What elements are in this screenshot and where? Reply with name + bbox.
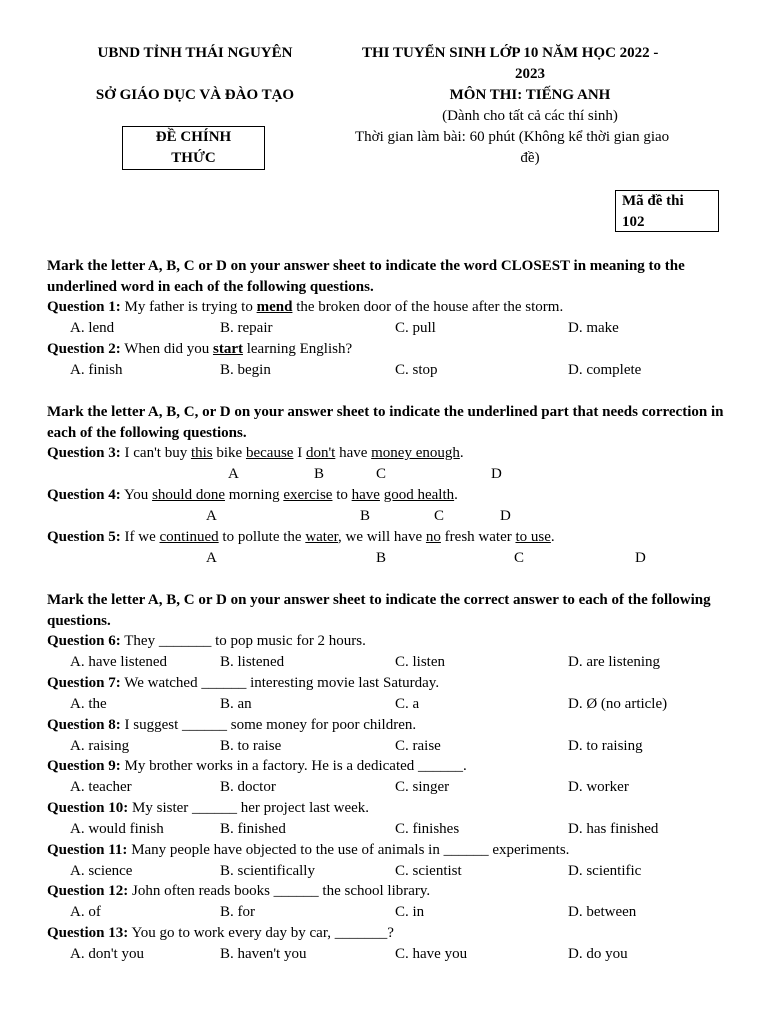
question-7 — [47, 673, 439, 694]
question-4 — [47, 485, 458, 506]
option-b[interactable]: B. begin — [220, 362, 271, 378]
underlined-part-d: money enough — [371, 445, 460, 461]
question-text: , we will have — [338, 529, 423, 545]
question-10 — [47, 798, 369, 819]
option-a[interactable]: A. have listened — [70, 654, 168, 670]
question-label: Question 2: — [47, 341, 121, 357]
official-label-line1: ĐỀ CHÍNH — [155, 129, 232, 145]
question-label: Question 13: — [47, 925, 129, 941]
option-d[interactable]: D. worker — [568, 779, 629, 795]
option-c[interactable]: C. raise — [395, 738, 441, 754]
question-label: Question 3: — [47, 445, 121, 461]
letter-b: B — [376, 550, 387, 566]
question-label: Question 6: — [47, 633, 121, 649]
question-label: Question 12: — [47, 883, 129, 899]
option-a[interactable]: A. lend — [70, 320, 115, 336]
official-label-line2: THỨC — [171, 150, 216, 166]
question-text: We watched ______ interesting movie last Saturday. — [124, 675, 440, 691]
question-8 — [47, 715, 416, 736]
question-text: to — [336, 487, 348, 503]
question-text: Many people have objected to the use of animals in ______ experiments. — [131, 842, 570, 858]
question-text: have — [339, 445, 368, 461]
exam-code-box — [615, 190, 719, 232]
underlined-part-b: because — [245, 445, 294, 461]
question-label: Question 10: — [47, 800, 129, 816]
underlined-part-d: good health — [383, 487, 455, 503]
underlined-part-a: this — [190, 445, 213, 461]
question-text: You — [123, 487, 149, 503]
underlined-part-c: have — [351, 487, 380, 503]
question-text: learning English? — [246, 341, 353, 357]
option-d[interactable]: D. to raising — [568, 738, 643, 754]
question-text: . — [550, 529, 555, 545]
option-c[interactable]: C. pull — [395, 320, 436, 336]
letter-c: C — [514, 550, 525, 566]
question-text: bike — [216, 445, 243, 461]
section-1-instructions: Mark the letter A, B, C or D on your answer sheet to indicate the word CLOSEST in meaning to the underlined word in each of the following questions. — [47, 258, 685, 295]
option-c[interactable]: C. singer — [395, 779, 450, 795]
exam-code-value: 102 — [622, 214, 645, 230]
question-label: Question 11: — [47, 842, 128, 858]
underlined-word: start — [212, 341, 243, 357]
letter-c: C — [376, 466, 387, 482]
question-text: I can't buy — [124, 445, 188, 461]
question-text: If we — [124, 529, 156, 545]
question-3 — [47, 443, 464, 464]
option-b[interactable]: B. for — [220, 904, 255, 920]
option-b[interactable]: B. finished — [220, 821, 286, 837]
underlined-part-a: continued — [159, 529, 219, 545]
option-a[interactable]: A. the — [70, 696, 107, 712]
question-text: My father is trying to — [124, 299, 253, 315]
question-text: fresh water — [444, 529, 512, 545]
option-b[interactable]: B. repair — [220, 320, 273, 336]
exam-title-line2: 2023 — [515, 66, 545, 82]
question-13 — [47, 923, 394, 944]
option-a[interactable]: A. finish — [70, 362, 123, 378]
option-d[interactable]: D. make — [568, 320, 619, 336]
question-label: Question 5: — [47, 529, 121, 545]
question-1 — [47, 297, 563, 318]
option-c[interactable]: C. scientist — [395, 863, 462, 879]
question-12 — [47, 881, 430, 902]
option-a[interactable]: A. teacher — [70, 779, 132, 795]
question-text: morning — [228, 487, 280, 503]
question-text: . — [459, 445, 464, 461]
option-d[interactable]: D. Ø (no article) — [568, 696, 668, 712]
exam-code-label: Mã đề thi — [622, 193, 684, 209]
underlined-word: mend — [256, 299, 293, 315]
underlined-part-b: exercise — [283, 487, 333, 503]
option-c[interactable]: C. stop — [395, 362, 438, 378]
question-2 — [47, 339, 352, 360]
underlined-part-a: should done — [152, 487, 225, 503]
audience-note: (Dành cho tất cả các thí sinh) — [442, 108, 618, 124]
question-6 — [47, 631, 366, 652]
option-c[interactable]: C. in — [395, 904, 425, 920]
letter-a: A — [206, 508, 217, 524]
department-name: SỞ GIÁO DỤC VÀ ĐÀO TẠO — [95, 87, 295, 103]
option-c[interactable]: C. have you — [395, 946, 468, 962]
question-text: My sister ______ her project last week. — [132, 800, 370, 816]
question-5 — [47, 527, 555, 548]
letter-b: B — [314, 466, 325, 482]
underlined-part-c: don't — [305, 445, 336, 461]
question-text: the broken door of the house after the storm. — [296, 299, 564, 315]
option-a[interactable]: A. would finish — [70, 821, 164, 837]
letter-b: B — [360, 508, 371, 524]
question-11 — [47, 840, 569, 861]
option-a[interactable]: A. raising — [70, 738, 130, 754]
section-3-instructions: Mark the letter A, B, C or D on your answer sheet to indicate the correct answer to each of the following questions. — [47, 592, 711, 629]
question-text: My brother works in a factory. He is a dedicated ______. — [124, 758, 467, 774]
question-text: John often reads books ______ the school library. — [132, 883, 431, 899]
question-text: When did you — [124, 341, 210, 357]
subject: MÔN THI: TIẾNG ANH — [449, 87, 611, 103]
question-label: Question 7: — [47, 675, 121, 691]
option-d[interactable]: D. between — [568, 904, 637, 920]
exam-title-line1: THI TUYỂN SINH LỚP 10 NĂM HỌC 2022 - — [362, 45, 659, 61]
letter-c: C — [434, 508, 445, 524]
question-label: Question 9: — [47, 758, 121, 774]
option-b[interactable]: B. an — [220, 696, 252, 712]
question-text: to pollute the — [222, 529, 302, 545]
option-b[interactable]: B. doctor — [220, 779, 276, 795]
question-text: I — [297, 445, 303, 461]
option-a[interactable]: A. don't you — [70, 946, 144, 962]
option-a[interactable]: A. of — [70, 904, 101, 920]
letter-a: A — [206, 550, 217, 566]
question-label: Question 1: — [47, 299, 121, 315]
underlined-part-b: water — [305, 529, 339, 545]
question-text: . — [454, 487, 458, 503]
question-label: Question 4: — [47, 487, 121, 503]
option-d[interactable]: D. are listening — [568, 654, 661, 670]
option-c[interactable]: C. a — [395, 696, 420, 712]
underlined-part-d: to use — [515, 529, 551, 545]
option-a[interactable]: A. science — [70, 863, 133, 879]
option-d[interactable]: D. scientific — [568, 863, 642, 879]
option-c[interactable]: C. listen — [395, 654, 446, 670]
time-line1: Thời gian làm bài: 60 phút (Không kể thời gian giao — [355, 129, 670, 145]
section-2-instructions: Mark the letter A, B, C, or D on your answer sheet to indicate the underlined part that needs correction in each of the following questions. — [47, 404, 724, 441]
letter-d: D — [491, 466, 502, 482]
question-text: They _______ to pop music for 2 hours. — [124, 633, 366, 649]
org-name: UBND TỈNH THÁI NGUYÊN — [97, 45, 293, 61]
option-d[interactable]: D. do you — [568, 946, 628, 962]
option-b[interactable]: B. to raise — [220, 738, 282, 754]
time-line2: đề) — [520, 150, 540, 166]
letter-d: D — [635, 550, 646, 566]
question-text: I suggest ______ some money for poor children. — [124, 717, 417, 733]
option-c[interactable]: C. finishes — [395, 821, 460, 837]
option-d[interactable]: D. complete — [568, 362, 642, 378]
option-b[interactable]: B. scientifically — [220, 863, 315, 879]
letter-a: A — [228, 466, 239, 482]
option-d[interactable]: D. has finished — [568, 821, 659, 837]
question-label: Question 8: — [47, 717, 121, 733]
question-text: You go to work every day by car, _______? — [131, 925, 394, 941]
underlined-part-c: no — [425, 529, 441, 545]
option-b[interactable]: B. listened — [220, 654, 285, 670]
option-b[interactable]: B. haven't you — [220, 946, 307, 962]
question-9 — [47, 756, 467, 777]
letter-d: D — [500, 508, 511, 524]
official-exam-box — [122, 126, 265, 170]
